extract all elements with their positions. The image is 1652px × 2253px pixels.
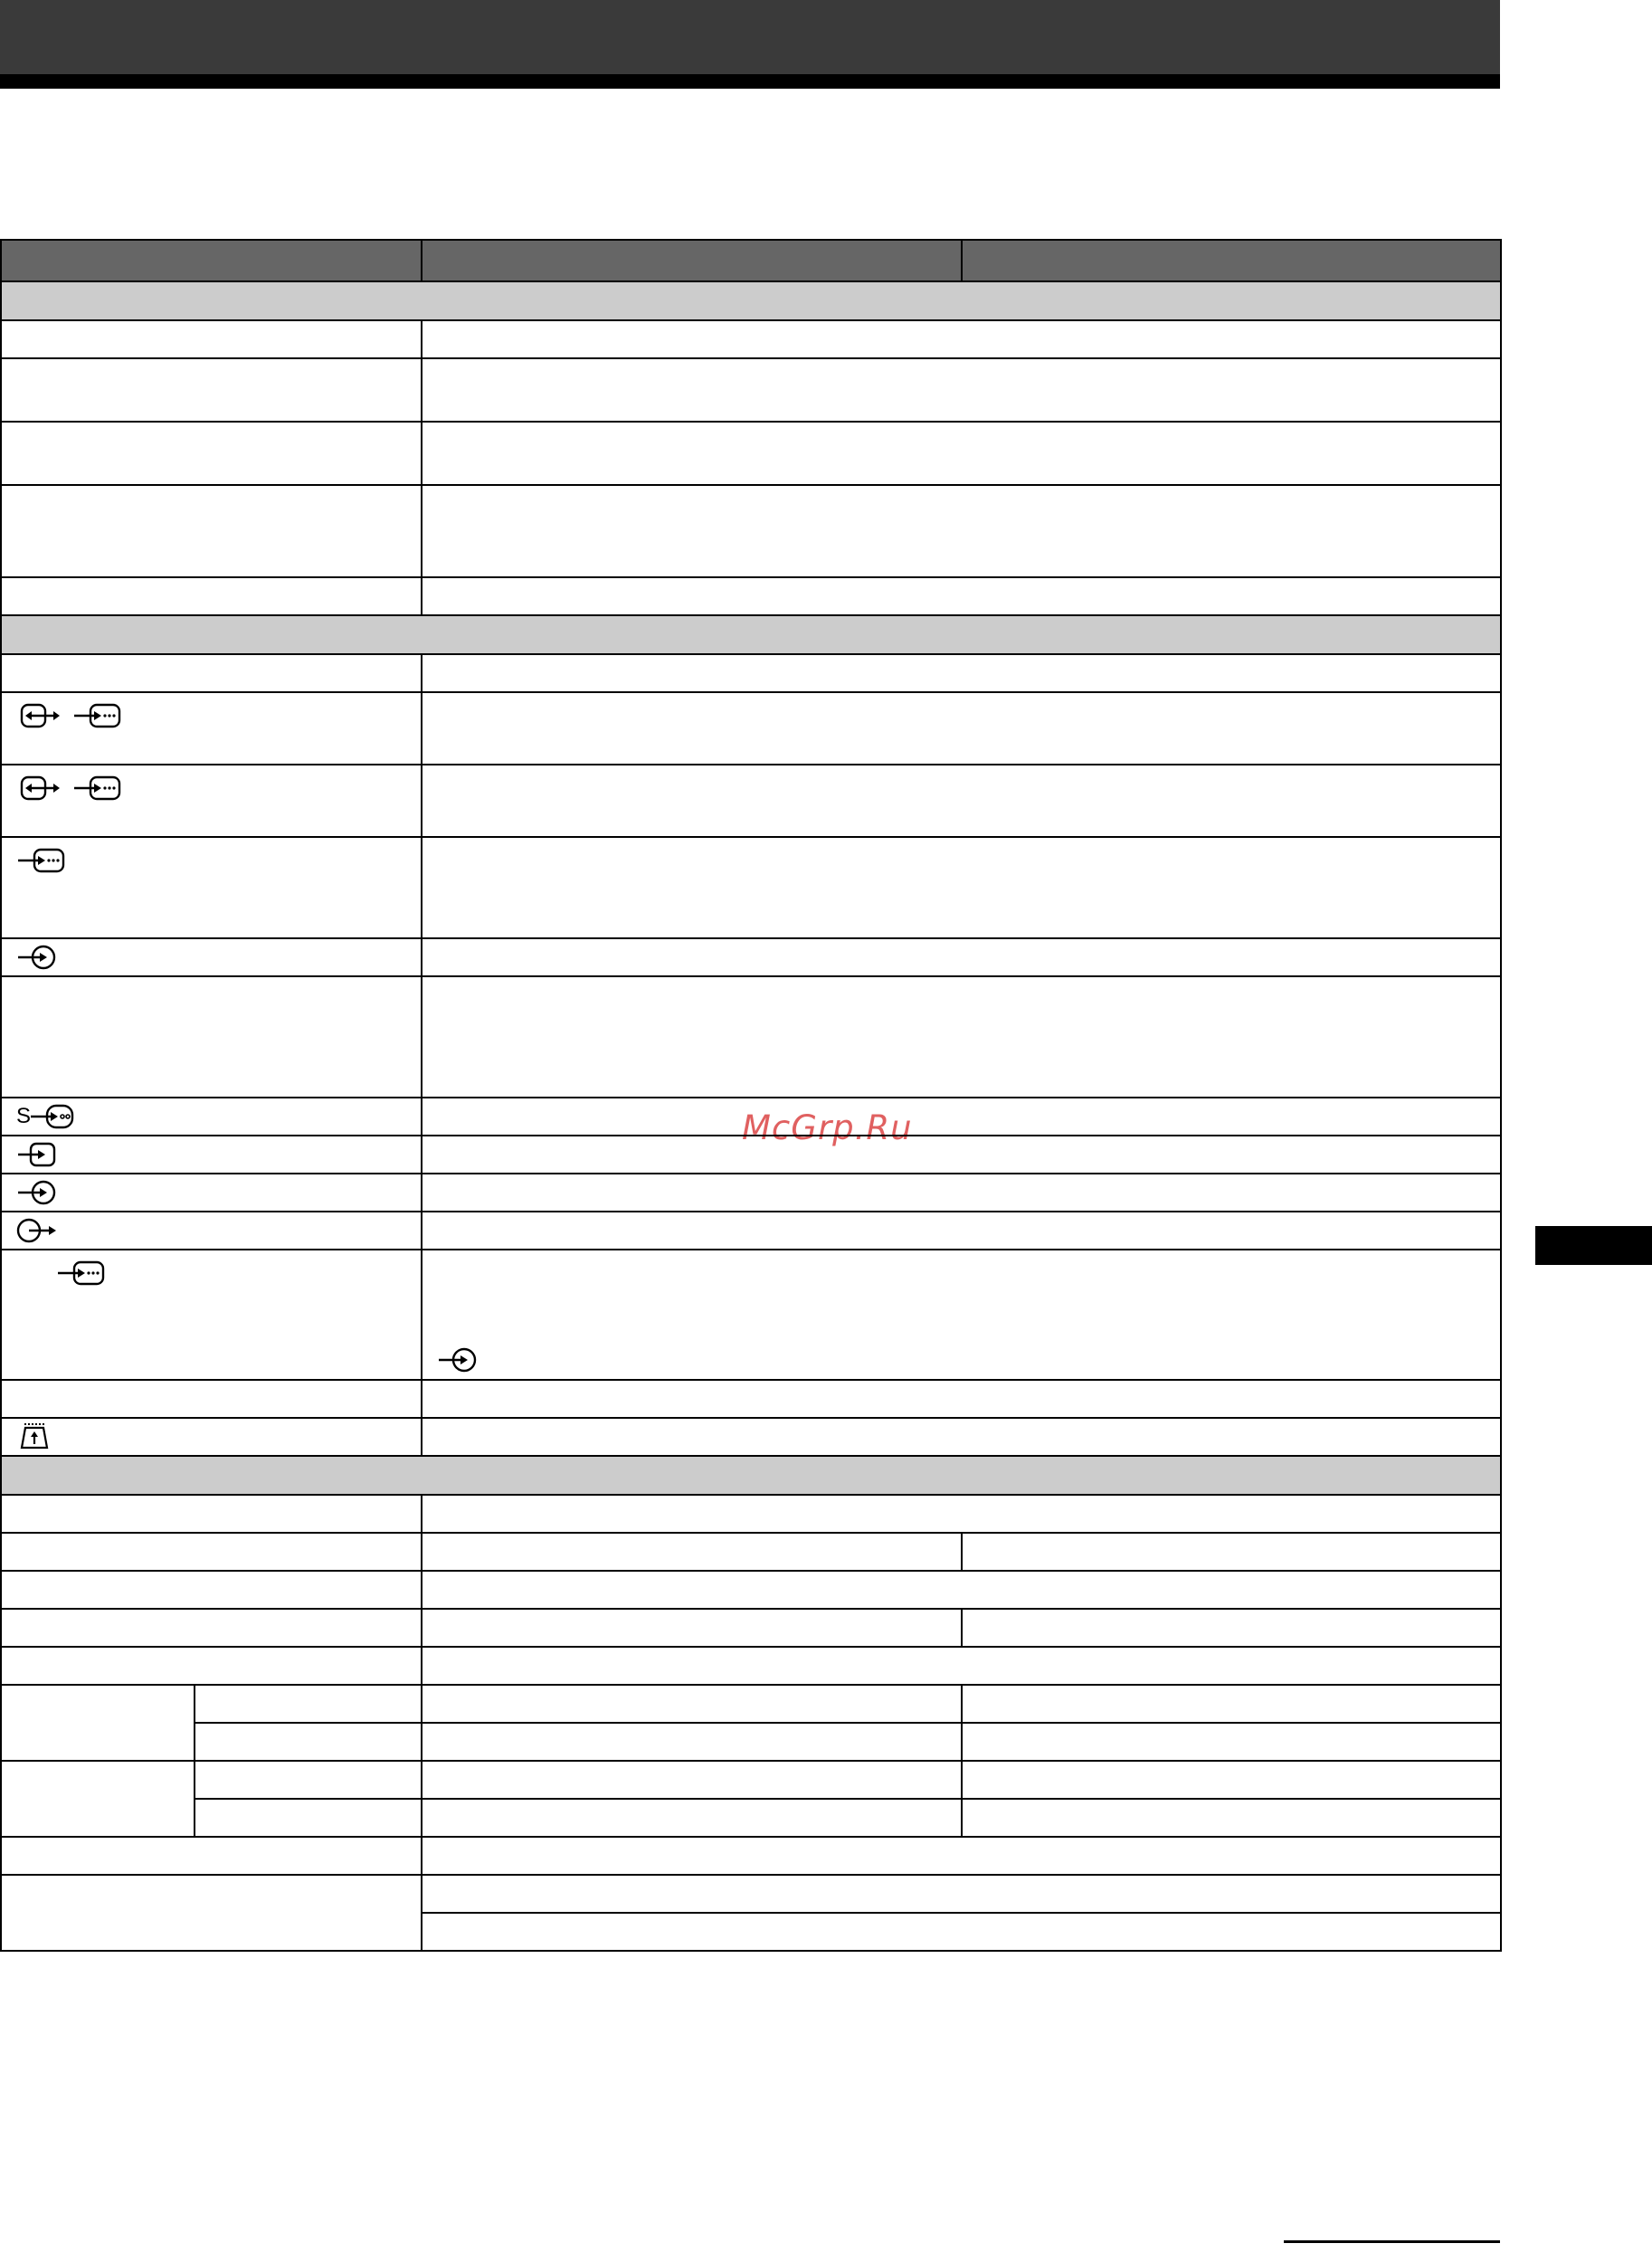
table-row (1, 1098, 1501, 1136)
side-index-tab (1535, 1226, 1652, 1265)
in-out-arrow-scart-icon (16, 702, 63, 729)
table-row (1, 976, 1501, 1098)
table-row (1, 1799, 1501, 1837)
table-row (1, 1609, 1501, 1647)
s-video-in-icon (31, 1103, 76, 1130)
table-row (1, 765, 1501, 837)
video-in-arrow-icon (72, 702, 125, 729)
table-row (1, 837, 1501, 938)
in-out-arrow-scart-icon (16, 775, 63, 802)
table-row (1, 422, 1501, 485)
table-row (1, 1174, 1501, 1212)
table-row (1, 938, 1501, 976)
table-row (1, 1250, 1501, 1380)
table-row (1, 1723, 1501, 1761)
section-row-3 (1, 1456, 1501, 1495)
circle-in-arrow-icon (437, 1346, 479, 1374)
section-row-1 (1, 281, 1501, 320)
table-row (1, 1380, 1501, 1418)
table-row (1, 1533, 1501, 1571)
table-row (1, 692, 1501, 765)
square-in-arrow-icon (16, 1141, 58, 1168)
circle-in-arrow-icon (16, 1179, 58, 1206)
headphone-jack-icon (16, 1422, 52, 1451)
page-header-bar (0, 0, 1500, 74)
table-row (1, 1685, 1501, 1723)
table-row (1, 1837, 1501, 1875)
table-row (1, 320, 1501, 358)
circle-out-arrow-icon (16, 1217, 58, 1244)
section-row-2 (1, 615, 1501, 654)
table-row (1, 577, 1501, 615)
table-row (1, 1571, 1501, 1609)
table-row (1, 1495, 1501, 1533)
header-cell-2 (422, 240, 962, 281)
watermark: McGrp.Ru (742, 1108, 913, 1147)
table-row (1, 485, 1501, 577)
table-row (1, 1136, 1501, 1174)
video-in-arrow-icon (72, 775, 125, 802)
table-header-row (1, 240, 1501, 281)
table-row (1, 1418, 1501, 1456)
specifications-table (0, 239, 1502, 1952)
footer-rule (1284, 2240, 1500, 2243)
header-cell-1 (1, 240, 422, 281)
header-cell-3 (962, 240, 1501, 281)
table-row (1, 1875, 1501, 1913)
table-row (1, 1647, 1501, 1685)
video-in-arrow-icon (56, 1260, 109, 1287)
table-row (1, 358, 1501, 422)
table-row (1, 1761, 1501, 1799)
table-row (1, 654, 1501, 692)
circle-in-arrow-icon (16, 944, 58, 971)
s-video-prefix: S (16, 1104, 32, 1128)
table-row (1, 1212, 1501, 1250)
video-in-arrow-icon (16, 847, 69, 874)
page-header-rule (0, 74, 1500, 89)
